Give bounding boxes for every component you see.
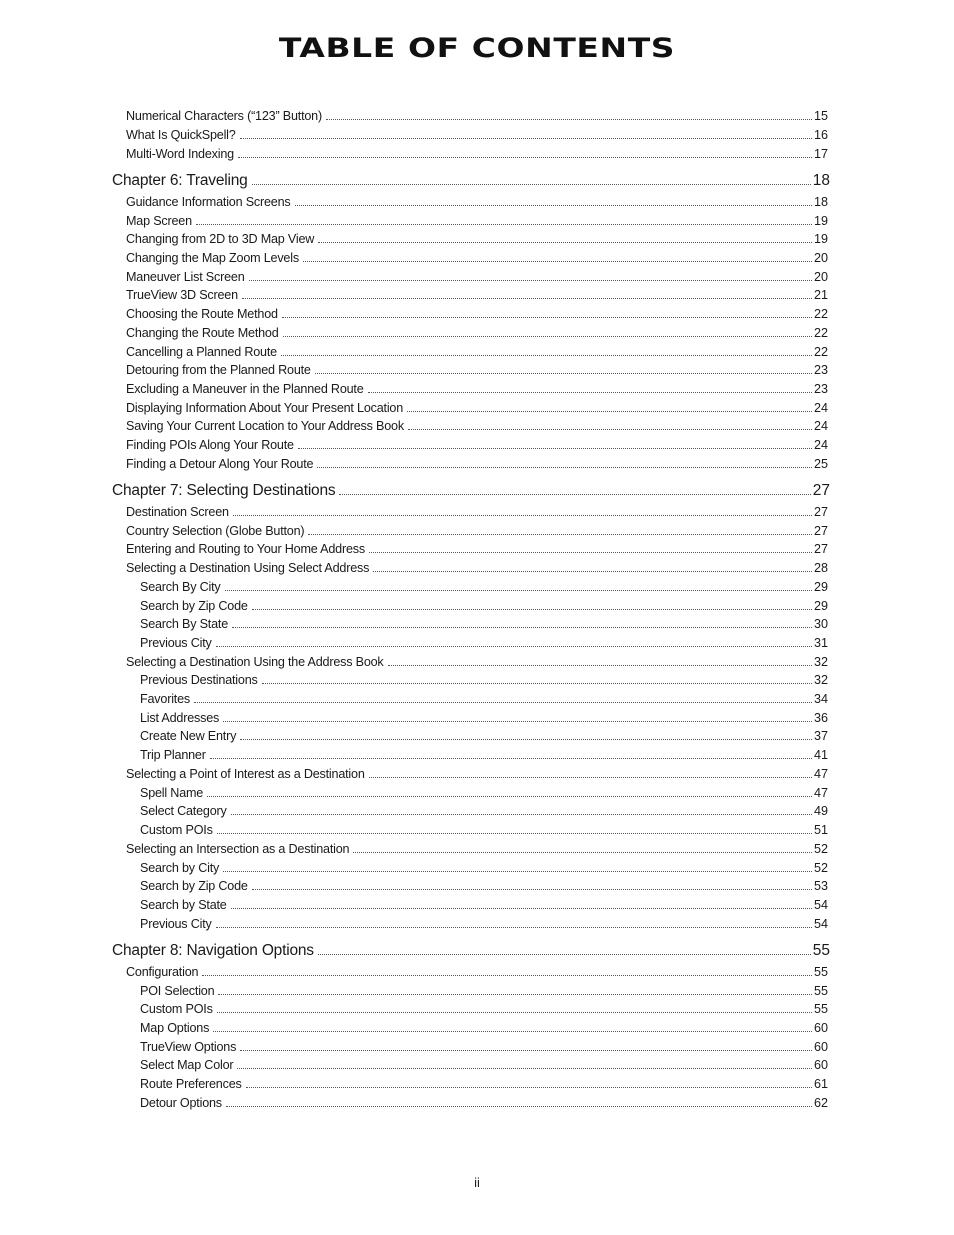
toc-entry[interactable]: [126, 419, 828, 433]
toc-entry[interactable]: [140, 599, 828, 613]
toc-entry-title: Cancelling a Planned Route: [126, 345, 277, 359]
toc-entry-title: Select Category: [140, 804, 227, 818]
toc-entry-title: Selecting an Intersection as a Destination: [126, 842, 350, 856]
dot-leader: [246, 1087, 812, 1088]
toc-entry-page: 41: [813, 748, 828, 762]
dot-leader: [217, 1012, 812, 1013]
toc-entry-title: POI Selection: [140, 984, 215, 998]
toc-entry[interactable]: [126, 251, 828, 265]
dot-leader: [242, 298, 812, 299]
toc-entry-title: TrueView Options: [140, 1040, 237, 1054]
dot-leader: [353, 852, 812, 853]
toc-entry[interactable]: [140, 617, 828, 631]
toc-entry-page: 32: [813, 673, 828, 687]
dot-leader: [237, 1068, 812, 1069]
dot-leader: [326, 119, 812, 120]
toc-entry-title: Finding POIs Along Your Route: [126, 438, 294, 452]
toc-entry-title: Custom POIs: [140, 1002, 213, 1016]
dot-leader: [194, 702, 812, 703]
toc-entry-title: TrueView 3D Screen: [126, 288, 238, 302]
toc-entry[interactable]: [126, 524, 828, 538]
toc-entry-page: 19: [813, 232, 828, 246]
toc-entry-page: 24: [813, 419, 828, 433]
toc-entry[interactable]: [126, 542, 828, 556]
toc-entry-title: Chapter 7: Selecting Destinations: [112, 482, 336, 499]
toc-entry-page: 27: [813, 505, 828, 519]
toc-entry-page: 60: [813, 1040, 828, 1054]
toc-entry[interactable]: [126, 767, 828, 781]
toc-entry[interactable]: [126, 326, 828, 340]
dot-leader: [238, 157, 812, 158]
toc-entry[interactable]: [126, 438, 828, 452]
dot-leader: [308, 534, 812, 535]
dot-leader: [373, 571, 812, 572]
toc-entry[interactable]: [140, 729, 828, 743]
dot-leader: [369, 552, 812, 553]
toc-entry-page: 61: [813, 1077, 828, 1091]
toc-entry[interactable]: [140, 984, 828, 998]
toc-chapter-entry[interactable]: [112, 482, 830, 500]
toc-entry-title: Country Selection (Globe Button): [126, 524, 305, 538]
toc-entry-title: Changing the Map Zoom Levels: [126, 251, 299, 265]
toc-entry-page: 16: [813, 128, 828, 142]
page-title: TABLE OF CONTENTS: [278, 33, 676, 64]
toc-entry-page: 20: [813, 251, 828, 265]
toc-entry-title: Displaying Information About Your Present Location: [126, 401, 404, 415]
dot-leader: [217, 833, 812, 834]
dot-leader: [407, 411, 812, 412]
dot-leader: [196, 224, 812, 225]
toc-entry-title: Numerical Characters (“123” Button): [126, 109, 322, 123]
dot-leader: [216, 927, 812, 928]
toc-entry[interactable]: [140, 1096, 828, 1110]
dot-leader: [223, 871, 812, 872]
toc-entry-title: Search by Zip Code: [140, 599, 248, 613]
toc-entry[interactable]: [126, 401, 828, 415]
dot-leader: [225, 590, 812, 591]
dot-leader: [303, 261, 812, 262]
toc-entry[interactable]: [140, 1040, 828, 1054]
toc-entry-title: Configuration: [126, 965, 199, 979]
toc-entry-title: Search by Zip Code: [140, 879, 248, 893]
toc-entry-title: Chapter 8: Navigation Options: [112, 942, 314, 959]
dot-leader: [388, 665, 812, 666]
toc-entry[interactable]: [140, 748, 828, 762]
toc-entry-page: 55: [813, 965, 828, 979]
toc-entry-page: 28: [813, 561, 828, 575]
toc-entry[interactable]: [126, 288, 828, 302]
dot-leader: [262, 683, 812, 684]
toc-entry[interactable]: [126, 505, 828, 519]
toc-entry-title: Map Options: [140, 1021, 210, 1035]
toc-entry-page: 24: [813, 438, 828, 452]
toc-entry[interactable]: [126, 232, 828, 246]
toc-entry[interactable]: [126, 382, 828, 396]
toc-entry-title: Choosing the Route Method: [126, 307, 278, 321]
toc-entry-title: Changing the Route Method: [126, 326, 279, 340]
toc-entry[interactable]: [140, 898, 828, 912]
toc-entry-page: 34: [813, 692, 828, 706]
toc-entry[interactable]: [140, 917, 828, 931]
toc-entry-page: 23: [813, 382, 828, 396]
dot-leader: [231, 908, 812, 909]
dot-leader: [318, 954, 811, 955]
toc-entry-page: 27: [813, 524, 828, 538]
dot-leader: [210, 758, 812, 759]
toc-entry-title: Route Preferences: [140, 1077, 242, 1091]
toc-entry[interactable]: [126, 147, 828, 161]
dot-leader: [207, 796, 812, 797]
toc-entry-title: Search By City: [140, 580, 221, 594]
toc-entry-page: 25: [813, 457, 828, 471]
toc-entry-page: 36: [813, 711, 828, 725]
toc-entry-title: Excluding a Maneuver in the Planned Route: [126, 382, 364, 396]
dot-leader: [318, 242, 812, 243]
toc-entry-page: 21: [813, 288, 828, 302]
toc-entry-page: 29: [813, 580, 828, 594]
toc-entry[interactable]: [126, 195, 828, 209]
toc-entry-title: Previous City: [140, 636, 212, 650]
toc-entry-page: 52: [813, 842, 828, 856]
dot-leader: [218, 994, 812, 995]
dot-leader: [295, 205, 812, 206]
toc-entry-page: 27: [813, 542, 828, 556]
dot-leader: [339, 494, 810, 495]
toc-entry-page: 15: [813, 109, 828, 123]
toc-entry-page: 20: [813, 270, 828, 284]
toc-chapter-entry[interactable]: [112, 172, 830, 190]
toc-entry[interactable]: [140, 861, 828, 875]
dot-leader: [240, 739, 812, 740]
toc-entry-page: 29: [813, 599, 828, 613]
dot-leader: [232, 627, 812, 628]
toc-entry-title: Search by City: [140, 861, 220, 875]
toc-entry[interactable]: [126, 109, 828, 123]
toc-entry-title: Finding a Detour Along Your Route: [126, 457, 314, 471]
toc-entry[interactable]: [140, 636, 828, 650]
toc-entry-page: 49: [813, 804, 828, 818]
toc-entry-title: Chapter 6: Traveling: [112, 172, 248, 189]
toc-entry-title: Changing from 2D to 3D Map View: [126, 232, 315, 246]
dot-leader: [213, 1031, 812, 1032]
dot-leader: [216, 646, 812, 647]
toc-entry-title: Saving Your Current Location to Your Address Book: [126, 419, 404, 433]
toc-entry-page: 18: [812, 172, 830, 189]
toc-entry-title: List Addresses: [140, 711, 220, 725]
toc-entry-page: 18: [813, 195, 828, 209]
toc-entry-title: Search by State: [140, 898, 227, 912]
dot-leader: [231, 814, 812, 815]
dot-leader: [240, 1050, 812, 1051]
toc-entry[interactable]: [126, 345, 828, 359]
toc-entry[interactable]: [126, 842, 828, 856]
dot-leader: [240, 138, 812, 139]
dot-leader: [252, 184, 811, 185]
dot-leader: [281, 355, 812, 356]
toc-entry-title: Custom POIs: [140, 823, 213, 837]
toc-entry[interactable]: [140, 823, 828, 837]
toc-entry[interactable]: [140, 692, 828, 706]
toc-entry-title: Detour Options: [140, 1096, 222, 1110]
toc-entry-page: 47: [813, 767, 828, 781]
toc-entry[interactable]: [140, 673, 828, 687]
toc-entry[interactable]: [126, 655, 828, 669]
toc-entry-title: Multi-Word Indexing: [126, 147, 234, 161]
toc-entry-title: Map Screen: [126, 214, 192, 228]
toc-entry[interactable]: [126, 214, 828, 228]
dot-leader: [298, 448, 812, 449]
toc-entry-title: Detouring from the Planned Route: [126, 363, 311, 377]
toc-entry-page: 17: [813, 147, 828, 161]
dot-leader: [369, 777, 812, 778]
toc-entry[interactable]: [126, 561, 828, 575]
toc-entry[interactable]: [140, 1002, 828, 1016]
toc-entry[interactable]: [140, 1077, 828, 1091]
toc-entry-page: 55: [813, 1002, 828, 1016]
dot-leader: [368, 392, 812, 393]
dot-leader: [202, 975, 812, 976]
toc-entry-page: 27: [812, 482, 830, 499]
toc-entry-page: 22: [813, 345, 828, 359]
dot-leader: [233, 515, 812, 516]
toc-entry-title: Select Map Color: [140, 1058, 234, 1072]
dot-leader: [226, 1106, 812, 1107]
toc-entry-page: 53: [813, 879, 828, 893]
toc-entry-page: 30: [813, 617, 828, 631]
dot-leader: [317, 467, 812, 468]
dot-leader: [315, 373, 812, 374]
dot-leader: [223, 721, 812, 722]
toc-entry-page: 52: [813, 861, 828, 875]
toc-entry-title: Previous Destinations: [140, 673, 258, 687]
toc-entry-page: 22: [813, 326, 828, 340]
toc-entry-title: Trip Planner: [140, 748, 206, 762]
toc-chapter-entry[interactable]: [112, 942, 830, 960]
toc-entry-title: Destination Screen: [126, 505, 229, 519]
toc-entry[interactable]: [140, 1021, 828, 1035]
dot-leader: [252, 609, 812, 610]
toc-entry-page: 55: [813, 984, 828, 998]
toc-entry-title: Previous City: [140, 917, 212, 931]
toc-entry[interactable]: [140, 879, 828, 893]
toc-entry-title: Create New Entry: [140, 729, 237, 743]
toc-entry[interactable]: [140, 1058, 828, 1072]
toc-entry-page: 31: [813, 636, 828, 650]
dot-leader: [282, 317, 812, 318]
toc-entry[interactable]: [126, 457, 828, 471]
toc-entry-page: 47: [813, 786, 828, 800]
dot-leader: [249, 280, 812, 281]
toc-entry-page: 23: [813, 363, 828, 377]
toc-entry-title: Selecting a Destination Using the Address Book: [126, 655, 384, 669]
toc-entry-title: Spell Name: [140, 786, 204, 800]
page-number-footer: ii: [474, 1175, 480, 1190]
toc-entry-title: Search By State: [140, 617, 229, 631]
dot-leader: [283, 336, 812, 337]
toc-entry[interactable]: [140, 804, 828, 818]
toc-entry-page: 51: [813, 823, 828, 837]
toc-entry[interactable]: [126, 270, 828, 284]
toc-entry-title: What Is QuickSpell?: [126, 128, 236, 142]
toc-entry[interactable]: [140, 580, 828, 594]
dot-leader: [252, 889, 812, 890]
toc-entry-title: Entering and Routing to Your Home Address: [126, 542, 365, 556]
toc-entry[interactable]: [126, 965, 828, 979]
toc-entry[interactable]: [126, 307, 828, 321]
toc-entry-page: 55: [812, 942, 830, 959]
toc-entry-page: 60: [813, 1058, 828, 1072]
toc-entry-page: 22: [813, 307, 828, 321]
toc-entry-page: 32: [813, 655, 828, 669]
toc-entry-title: Guidance Information Screens: [126, 195, 291, 209]
toc-entry-page: 54: [813, 917, 828, 931]
toc-entry[interactable]: [140, 786, 828, 800]
toc-entry[interactable]: [126, 363, 828, 377]
toc-entry[interactable]: [126, 128, 828, 142]
dot-leader: [408, 429, 812, 430]
toc-entry-title: Maneuver List Screen: [126, 270, 245, 284]
toc-entry-page: 19: [813, 214, 828, 228]
toc-entry-page: 60: [813, 1021, 828, 1035]
toc-entry-title: Selecting a Destination Using Select Address: [126, 561, 370, 575]
toc-entry-page: 54: [813, 898, 828, 912]
toc-entry[interactable]: [140, 711, 828, 725]
toc-entry-page: 37: [813, 729, 828, 743]
toc-entry-page: 62: [813, 1096, 828, 1110]
toc-entry-title: Favorites: [140, 692, 190, 706]
toc-entry-page: 24: [813, 401, 828, 415]
toc-entry-title: Selecting a Point of Interest as a Destination: [126, 767, 365, 781]
